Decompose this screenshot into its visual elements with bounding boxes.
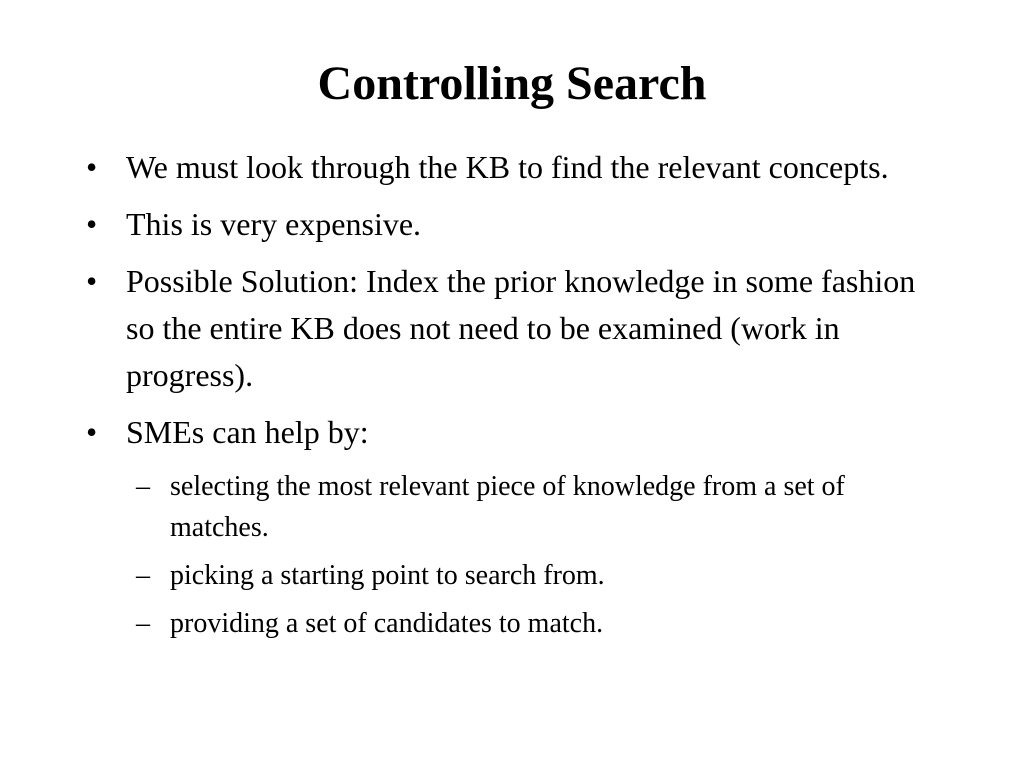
slide-body	[86, 144, 946, 651]
bullet-item	[86, 409, 946, 456]
bullet-item	[86, 258, 946, 399]
sub-marker: –	[136, 608, 150, 639]
slide-title: Controlling Search	[317, 57, 707, 110]
bullet-item	[86, 201, 946, 248]
sub-item	[136, 555, 946, 596]
sub-text: picking a starting point to search from.	[170, 560, 605, 591]
bullet-text: We must look through the KB to find the relevant concepts.	[126, 149, 889, 185]
bullet-marker: •	[86, 206, 98, 242]
bullet-text: This is very expensive.	[126, 206, 422, 242]
bullet-text: Possible Solution: Index the prior knowledge in some fashion so the entire KB does not need to be examined (work in progress).	[126, 263, 916, 393]
bullet-marker: •	[86, 149, 98, 185]
bullet-marker: •	[86, 263, 98, 299]
sub-item	[136, 466, 946, 548]
sub-text: providing a set of candidates to match.	[170, 608, 604, 639]
sub-item	[136, 603, 946, 644]
sub-list	[86, 466, 946, 644]
bullet-text: SMEs can help by:	[126, 414, 369, 450]
sub-text: selecting the most relevant piece of knowledge from a set of matches.	[170, 471, 845, 543]
sub-marker: –	[136, 471, 150, 502]
sub-marker: –	[136, 560, 150, 591]
bullet-marker: •	[86, 414, 98, 450]
bullet-item	[86, 144, 946, 191]
